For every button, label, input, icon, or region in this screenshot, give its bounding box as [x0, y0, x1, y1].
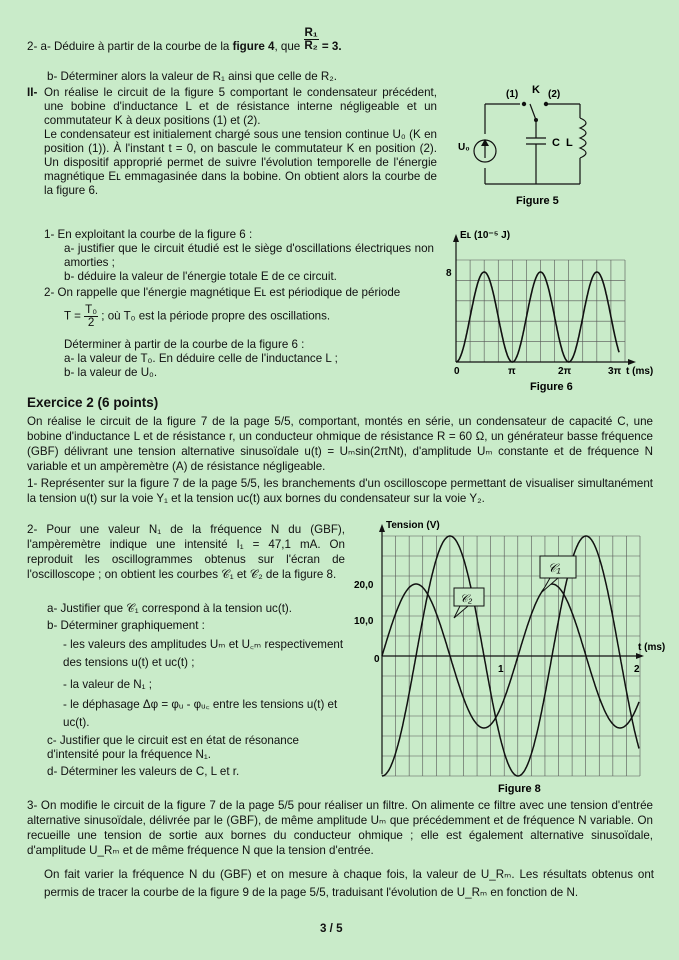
p2-q2b: b- la valeur de U₀.: [64, 366, 158, 379]
figure8-chart: [350, 516, 679, 796]
f6-ytick: 8: [446, 268, 452, 279]
c2-label: 𝒞₂: [460, 593, 473, 605]
p2-q1: 1- En exploitant la courbe de la figure 6 :: [44, 228, 253, 241]
f6-xtick-0: 0: [454, 366, 460, 377]
part2-intro: On réalise le circuit de la figure 5 comportant le condensateur précédent, une bobine d'inductance L et de résistance interne négligeable et un commutateur K à deux positions (1) et (2).: [44, 86, 437, 127]
c-label: C: [552, 137, 560, 149]
p2-q1a: a- justifier que le circuit étudié est le siège d'oscillations électriques non amorties ;: [64, 242, 434, 269]
f6-xtick-3: 3π: [608, 366, 622, 377]
p2-q2a: a- la valeur de T₀. En déduire celle de l'inductance L ;: [64, 352, 338, 365]
figure5-caption: Figure 5: [516, 195, 559, 207]
k-label: K: [532, 84, 540, 96]
f8-xtick-2: 2: [634, 664, 640, 675]
ex2-q2c: c- Justifier que le circuit est en état de résonance d'intensité pour la fréquence N₁.: [47, 734, 299, 761]
figure8-caption: Figure 8: [498, 783, 541, 795]
ex2-q3: 3- On modifie le circuit de la figure 7 de la page 5/5 pour réaliser un filtre. On alimente ce filtre avec une tension d'entrée alternative sinusoïdale, délivrée par le (GBF), de même amplitude Uₘ que précédemment et de fréquence N variable. On recueille une tension de sortie aux bornes du conducteur ohmique ; elle est également alternative sinusoïdale, d'amplitude U_Rₘ et de même fréquence N que la tension d'entrée.: [27, 799, 653, 857]
f8-ytick-20: 20,0: [354, 580, 374, 591]
f8-xtick-1: 1: [498, 664, 504, 675]
figure6-chart: [440, 222, 679, 397]
f6-xtick-1: π: [508, 366, 516, 377]
ex2-q2b: b- Déterminer graphiquement :: [47, 619, 205, 632]
u0-label: U₀: [458, 142, 470, 153]
q2b-line: b- Déterminer alors la valeur de R₁ ainsi que celle de R₂.: [47, 70, 338, 83]
ex2-q2b3: - le déphasage Δφ = φᵤ - φᵤ꜀ entre les tensions u(t) et uc(t).: [63, 698, 338, 729]
f8-ytick-0: 0: [374, 654, 380, 665]
p2-q1b: b- déduire la valeur de l'énergie totale E de ce circuit.: [64, 270, 337, 283]
ex2-q3b: On fait varier la fréquence N du (GBF) et on mesure à chaque fois, la valeur de U_Rₘ. Les résultats obtenus ont permis de tracer la courbe de la figure 9 de la page 5/5, traduisant l'évolution de U_Rₘ en fonction de N.: [44, 868, 654, 899]
l-label: L: [566, 137, 573, 149]
pos1-label: (1): [506, 89, 519, 100]
f8-ylabel: Tension (V): [386, 520, 440, 531]
ex2-intro: On réalise le circuit de la figure 7 de la page 5/5, comportant, montés en série, un condensateur de capacité C, une bobine d'inductance L et de résistance r, un conducteur ohmique de résistance R = 60 Ω, un générateur basse fréquence (GBF) délivrant une tension alternative sinusoïdale u(t) = Uₘsin(2πNt), d'amplitude Uₘ constante et de fréquence N variable et un ampèremètre (A) de résistance négligeable.: [27, 415, 653, 473]
c1-label: 𝒞₁: [548, 561, 561, 575]
y-axis-arrow-icon: [379, 524, 385, 532]
f8-ytick-10: 10,0: [354, 616, 374, 627]
r1-r2-fraction: $\frac{\text{R₁}}{\text{R₂}}$: [304, 26, 318, 53]
energy-curve: [456, 272, 619, 362]
f6-xlabel: t (ms): [626, 366, 654, 377]
page-number: 3 / 5: [320, 922, 343, 935]
ex2-q1: 1- Représenter sur la figure 7 de la page 5/5, les branchements d'un oscilloscope permettant de visualiser simultanément la tension u(t) sur la voie Y₁ et la tension uc(t) aux bornes du condensateur sur la voie Y₂.: [27, 477, 653, 505]
p2-q2: 2- On rappelle que l'énergie magnétique Eʟ est périodique de période: [44, 286, 401, 299]
ex2-q2b1: - les valeurs des amplitudes Uₘ et U꜀ₘ respectivement des tensions u(t) et uc(t) ;: [63, 638, 344, 669]
ex2-q2a: a- Justifier que 𝒞₁ correspond à la tension uc(t).: [47, 602, 292, 615]
q2a-line: 2- a- Déduire à partir de la courbe de la figure 4, que $\frac{\text{R₁}}{\text{R₂}}$ = 3.: [27, 26, 342, 53]
f6-ylabel: Eʟ (10⁻⁵ J): [460, 230, 511, 241]
ex2-q2: 2- Pour une valeur N₁ de la fréquence N du (GBF), l'ampèremètre indique une intensité I₁ = 47,1 mA. On reproduit les oscillogrammes obtenus sur l'écran de l'oscilloscope ; on obtient les courbes 𝒞₁ et 𝒞₂ de la figure 8.: [27, 523, 345, 581]
p2-q2-det: Déterminer à partir de la courbe de la figure 6 :: [64, 338, 305, 351]
pos2-label: (2): [548, 89, 561, 100]
part2-charge: Le condensateur est initialement chargé sous une tension continue U₀ (K en position (1)). À l'instant t = 0, on bascule le commutateur K en position (2). Un dispositif approprié permet de suivre l'évolution temporelle de l'énergie magnétique Eʟ emmagasinée dans la bobine. On obtient alors la courbe de la figure 6.: [44, 128, 437, 197]
y-axis-arrow-icon: [453, 234, 459, 242]
switch-blade: [530, 104, 536, 120]
coil: [580, 118, 586, 158]
ex2-q2b2: - la valeur de N₁ ;: [63, 678, 152, 691]
f8-xlabel: t (ms): [638, 642, 666, 653]
part2-label: II-: [27, 86, 38, 99]
exercise2-title: Exercice 2 (6 points): [27, 395, 159, 410]
ex2-q2d: d- Déterminer les valeurs de C, L et r.: [47, 765, 240, 778]
figure6-caption: Figure 6: [530, 381, 573, 393]
f6-xtick-2: 2π: [558, 366, 572, 377]
figure5-circuit: [450, 84, 600, 209]
t-formula: T = $\frac{\text{T₀}}{2}$ ; où T₀ est la période propre des oscillations.: [64, 303, 331, 329]
x-axis-arrow-icon: [628, 359, 636, 365]
